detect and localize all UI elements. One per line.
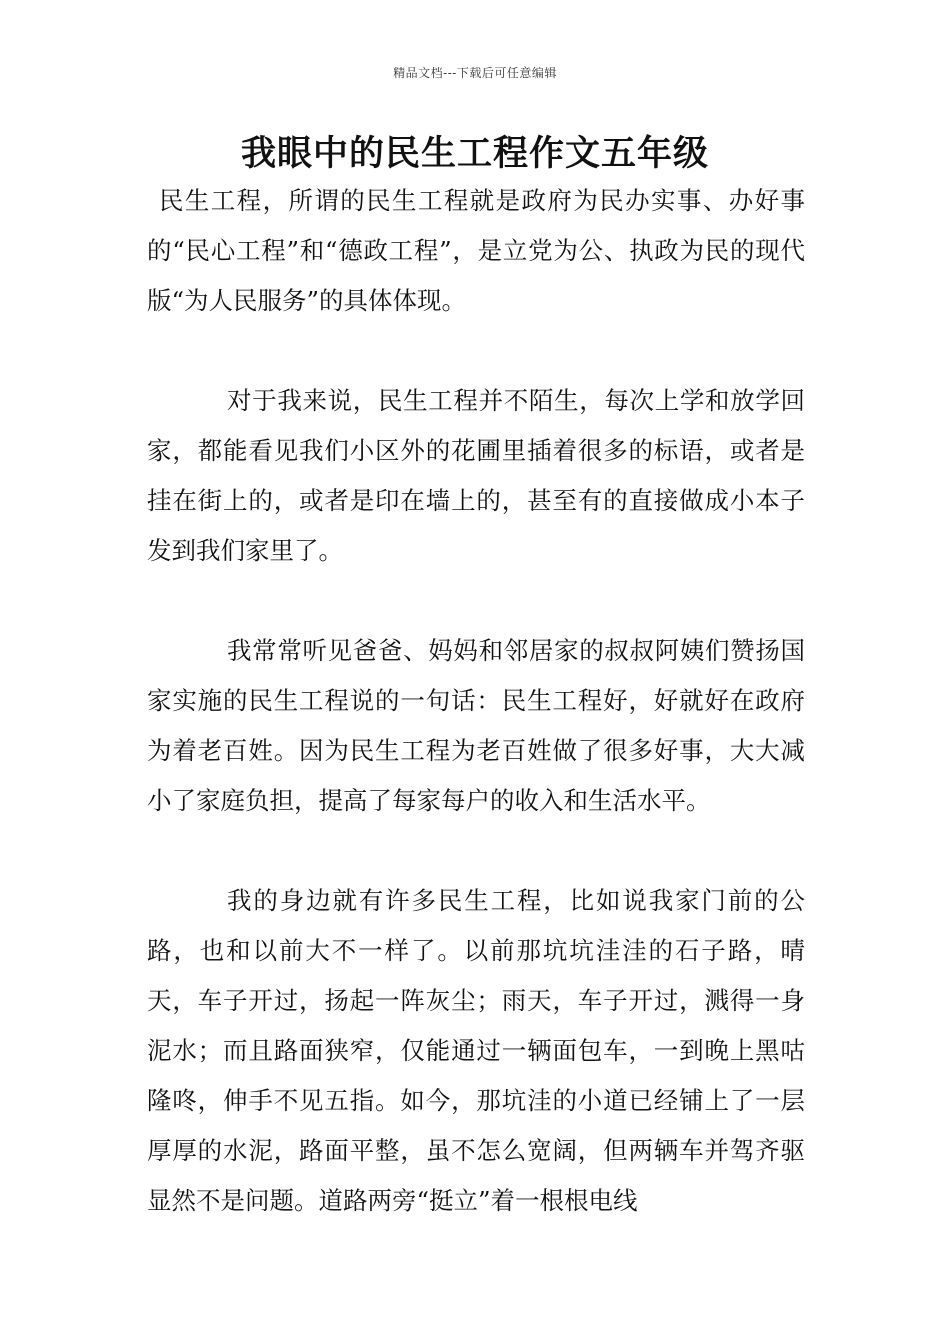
paragraph-4: 我的身边就有许多民生工程，比如说我家门前的公路，也和以前大不一样了。以前那坑坑洼洼的石子路，晴天，车子开过，扬起一阵灰尘；雨天，车子开过，溅得一身泥水；而且路面狭窄，仅能通过一辆面包车，一到晚上黑咕隆咚，伸手不见五指。如今，那坑洼的小道已经铺上了一层厚厚的水泥，路面平整，虽不怎么宽阔，但两辆车并驾齐驱显然不是问题。道路两旁“挺立”着一根根电线 [147, 886, 805, 1215]
paragraph-gap [147, 576, 805, 626]
header-note: 精品文档---下载后可任意编辑 [393, 66, 557, 80]
document-body [147, 176, 805, 1226]
paragraph-gap [147, 326, 805, 376]
paragraph-3: 我常常听见爸爸、妈妈和邻居家的叔叔阿姨们赞扬国家实施的民生工程说的一句话：民生工程好，好就好在政府为着老百姓。因为民生工程为老百姓做了很多好事，大大减小了家庭负担，提高了每家每户的收入和生活水平。 [147, 636, 805, 815]
paragraph-2: 对于我来说，民生工程并不陌生，每次上学和放学回家，都能看见我们小区外的花圃里插着很多的标语，或者是挂在街上的，或者是印在墙上的，甚至有的直接做成小本子发到我们家里了。 [147, 386, 805, 565]
paragraph-gap [147, 826, 805, 876]
document-title: 我眼中的民生工程作文五年级 [240, 134, 709, 174]
paragraph-1: 民生工程，所谓的民生工程就是政府为民办实事、办好事的“民心工程”和“德政工程”，是立党为公、执政为民的现代版“为人民服务”的具体体现。 [147, 186, 805, 315]
